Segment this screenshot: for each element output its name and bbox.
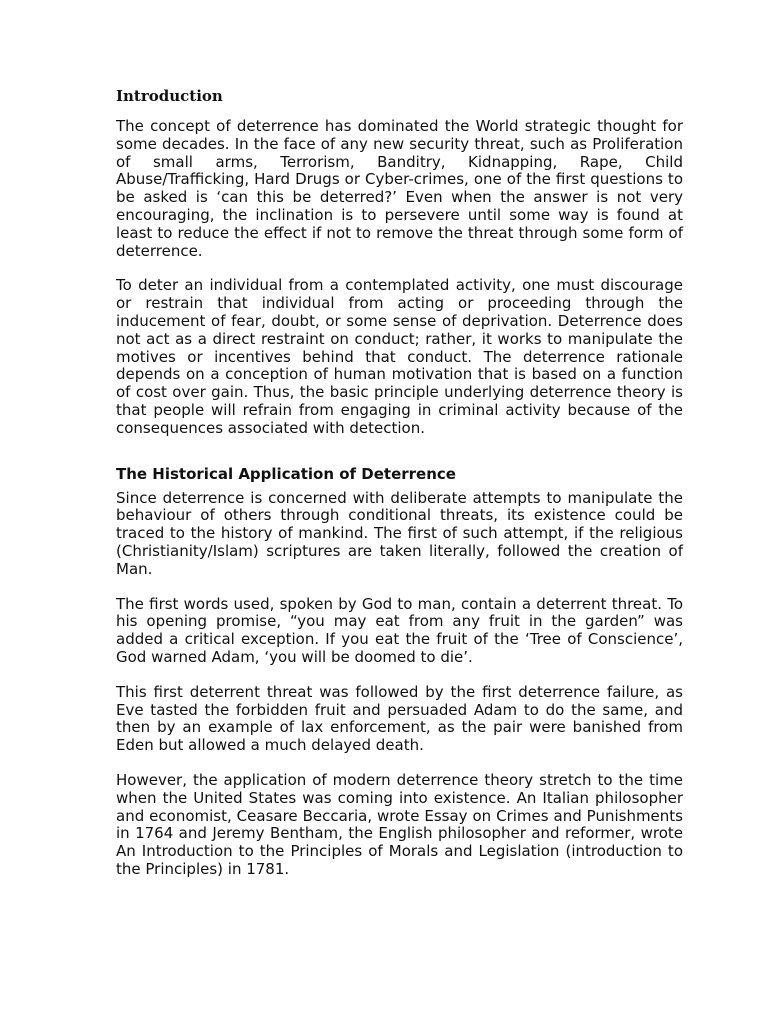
introduction-heading: Introduction xyxy=(116,87,223,105)
historical-heading: The Historical Application of Deterrence xyxy=(116,464,456,483)
historical-paragraph-1: Since deterrence is concerned with deliberate attempts to manipulate the behaviour of others through conditional threats, its existence could be traced to the history of mankind. The first of such attempt, if the religious (Christianity/Islam) scriptures are taken literally, followed the creation of Man. xyxy=(116,488,683,578)
historical-paragraph-2: The first words used, spoken by God to man, contain a deterrent threat. To his opening promise, “you may eat from any fruit in the garden” was added a critical exception. If you eat the fruit of the ‘Tree of Conscience’, God warned Adam, ‘you will be doomed to die’. xyxy=(116,594,683,666)
historical-paragraph-3: This first deterrent threat was followed by the first deterrence failure, as Eve tasted the forbidden fruit and persuaded Adam to do the same, and then by an example of lax enforcement, as the pair were banished from Eden but allowed a much delayed death. xyxy=(116,682,683,755)
introduction-paragraph-2: To deter an individual from a contemplated activity, one must discourage or restrain that individual from acting or proceeding through the inducement of fear, doubt, or some sense of deprivation. Deterrence does not act as a direct restraint on conduct; rather, it works to manipulate the motives or incentives behind that conduct. The deterrence rationale depends on a conception of human motivation that is based on a function of cost over gain. Thus, the basic principle underlying deterrence theory is that people will refrain from engaging in criminal activity because of the consequences associated with detection. xyxy=(116,276,683,437)
introduction-paragraph-1: The concept of deterrence has dominated the World strategic thought for some decades. In the face of any new security threat, such as Proliferation of small arms, Terrorism, Banditry, Kidnapping, Rape, Child Abuse/Trafficking, Hard Drugs or Cyber-crimes, one of the first questions to be asked is ‘can this be deterred?’ Even when the answer is not very encouraging, the inclination is to persevere until some way is found at least to reduce the effect if not to remove the threat through some form of deterrence. xyxy=(116,117,683,260)
document-page xyxy=(116,86,683,879)
historical-paragraph-4: However, the application of modern deterrence theory stretch to the time when the United States was coming into existence. An Italian philosopher and economist, Ceasare Beccaria, wrote Essay on Crimes and Punishments in 1764 and Jeremy Bentham, the English philosopher and reformer, wrote An Introduction to the Principles of Morals and Legislation (introduction to the Principles) in 1781. xyxy=(116,770,683,878)
